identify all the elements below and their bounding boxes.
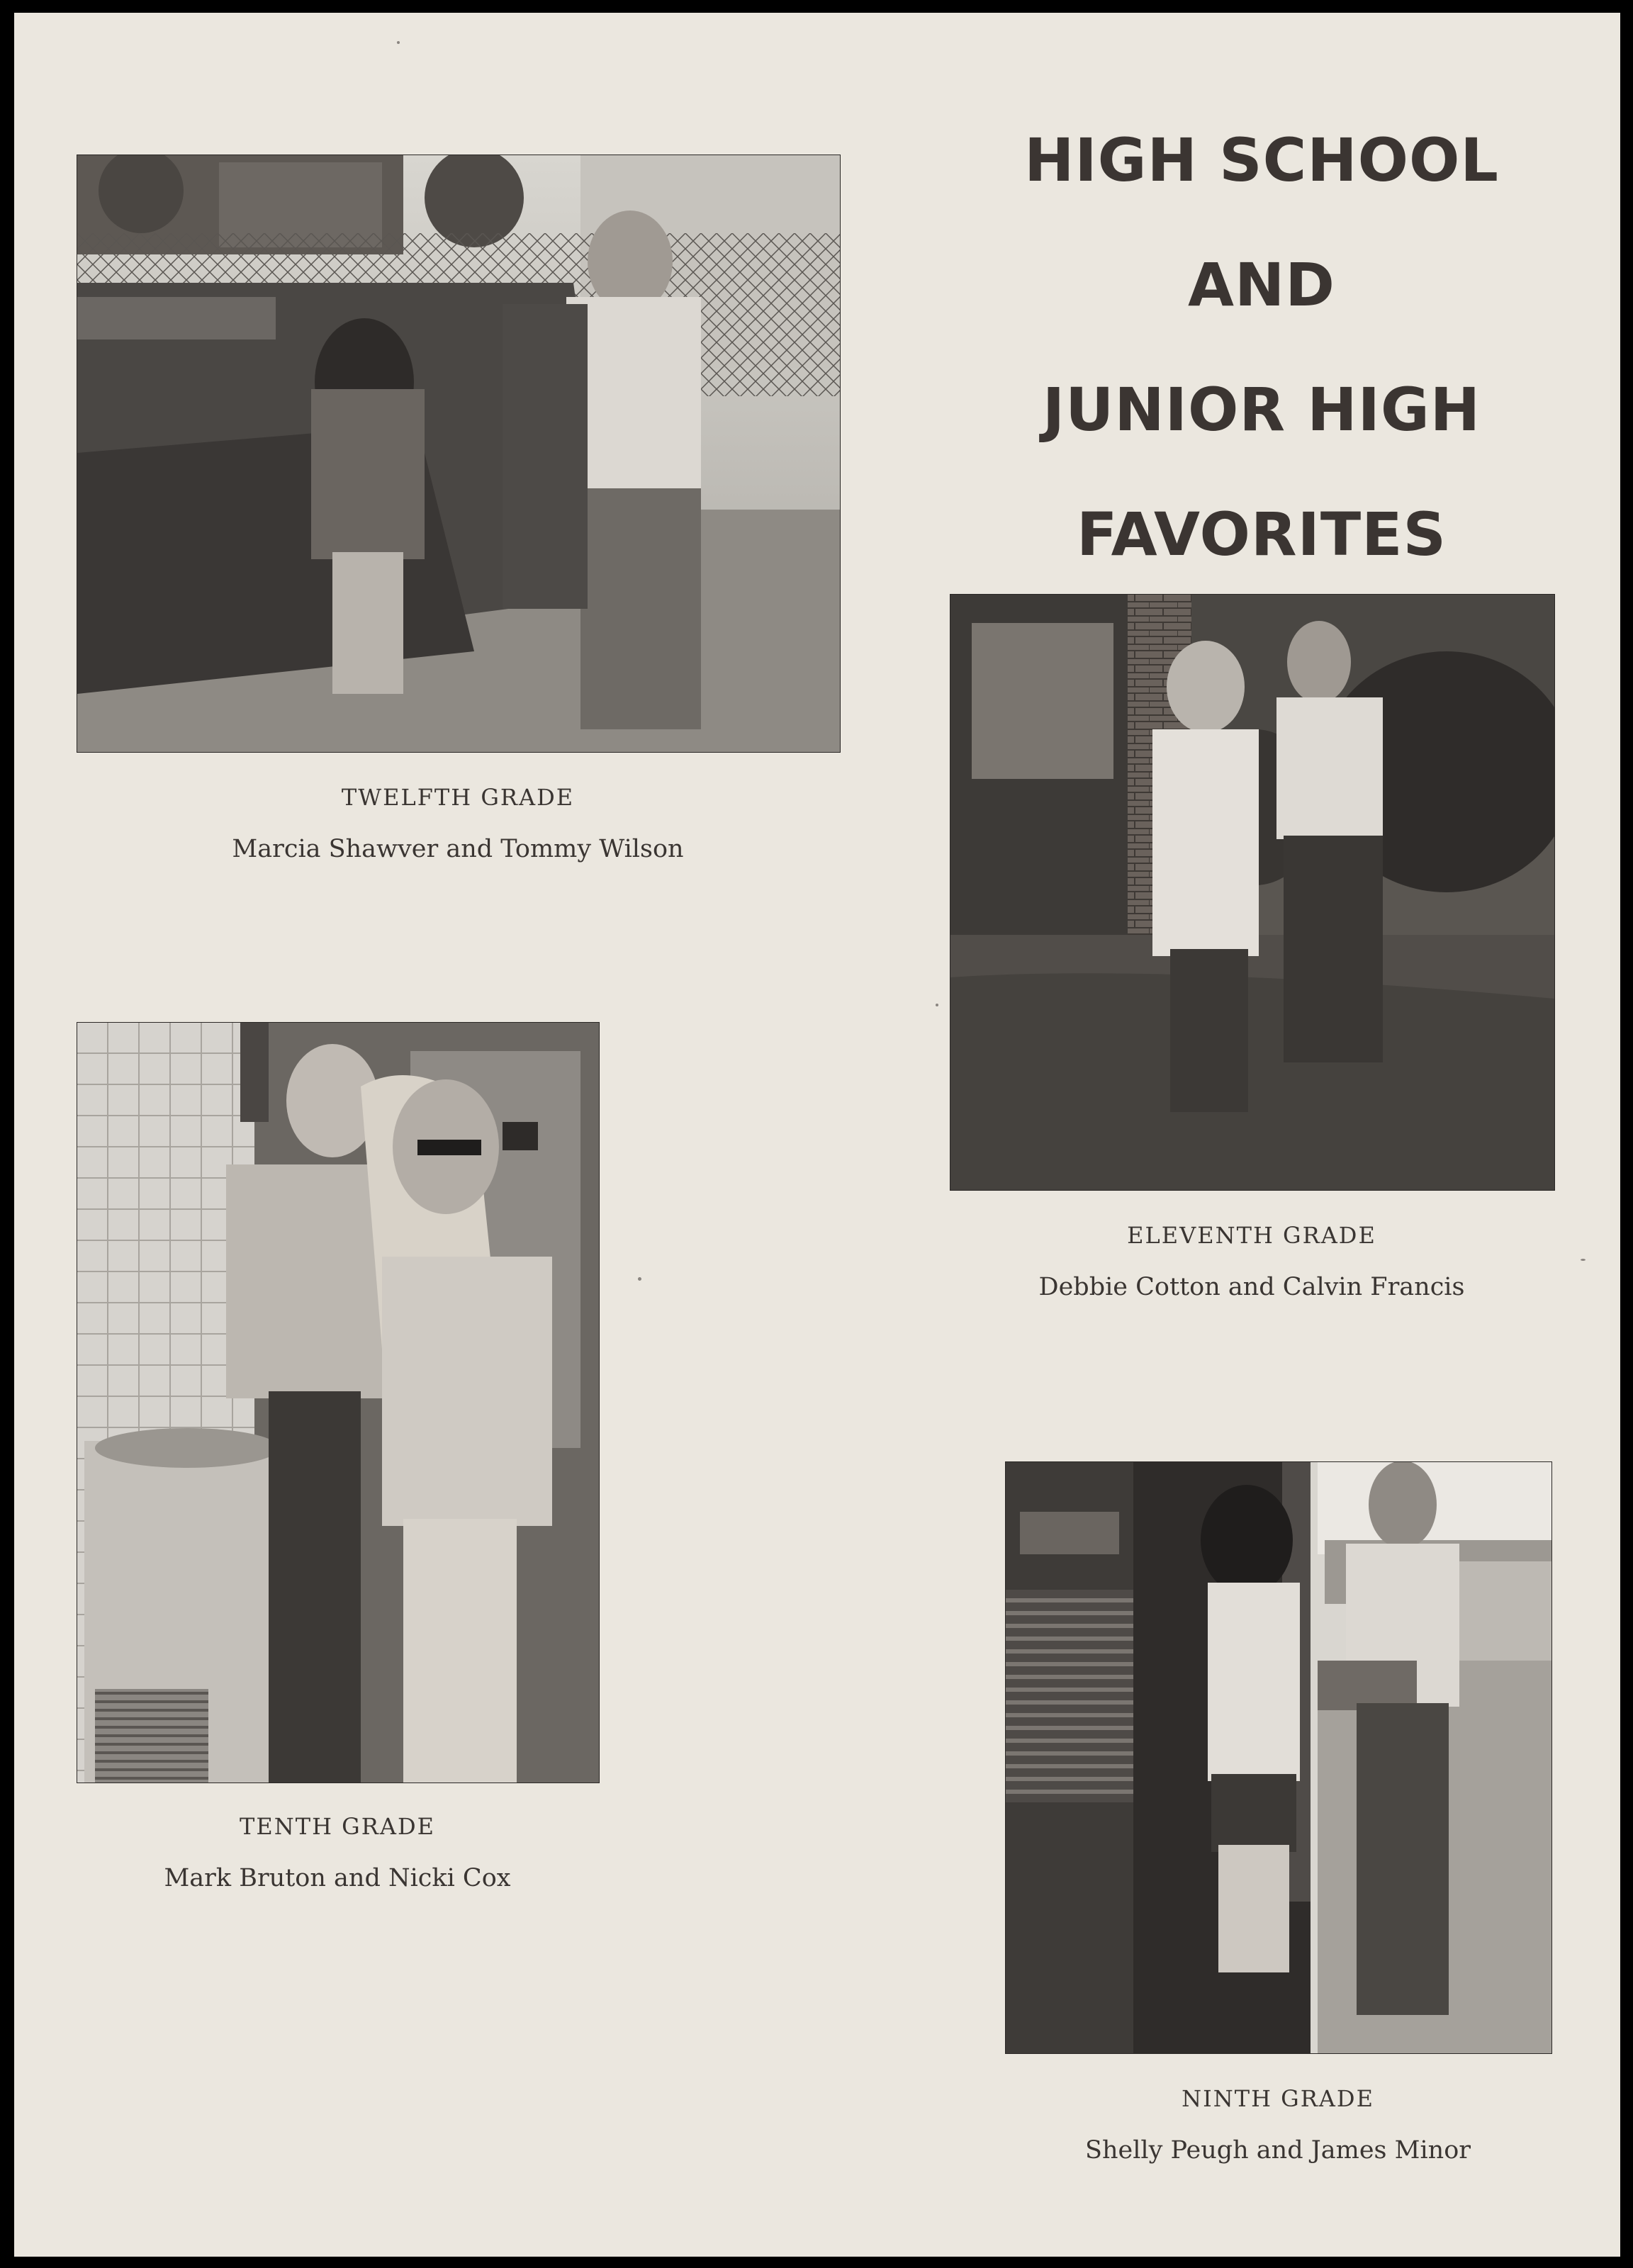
grade-label: TENTH GRADE — [240, 1813, 435, 1840]
page-title — [992, 98, 1531, 597]
photo-ninth-grade — [1005, 1461, 1552, 2054]
caption-twelfth-grade — [77, 784, 839, 863]
title-line-2: AND — [1187, 250, 1336, 320]
caption-eleventh-grade — [950, 1222, 1554, 1301]
student-names: Debbie Cotton and Calvin Francis — [1038, 1273, 1465, 1301]
paper-speck — [1581, 1259, 1586, 1261]
grade-label: ELEVENTH GRADE — [1127, 1222, 1376, 1249]
caption-ninth-grade — [1005, 2085, 1551, 2165]
student-names: Shelly Peugh and James Minor — [1084, 2136, 1471, 2165]
student-names: Mark Bruton and Nicki Cox — [164, 1864, 511, 1892]
photo-tenth-grade — [77, 1022, 600, 1783]
photo-twelfth-grade — [77, 155, 841, 753]
yearbook-page — [14, 13, 1620, 2257]
photo-ninth-grade-image — [1006, 1462, 1551, 2053]
photo-tenth-grade-image — [77, 1023, 599, 1783]
photo-eleventh-grade-image — [950, 595, 1554, 1190]
paper-speck — [638, 1277, 641, 1281]
paper-speck — [397, 41, 400, 44]
title-line-4: FAVORITES — [1076, 500, 1447, 569]
student-names: Marcia Shawver and Tommy Wilson — [232, 835, 684, 863]
title-line-3: JUNIOR HIGH — [1042, 375, 1481, 444]
photo-eleventh-grade — [950, 594, 1555, 1191]
grade-label: TWELFTH GRADE — [341, 784, 575, 811]
paper-speck — [936, 1004, 938, 1006]
grade-label: NINTH GRADE — [1182, 2085, 1374, 2112]
photo-twelfth-grade-image — [77, 155, 840, 752]
title-line-1: HIGH SCHOOL — [1024, 125, 1499, 195]
caption-tenth-grade — [77, 1813, 598, 1892]
